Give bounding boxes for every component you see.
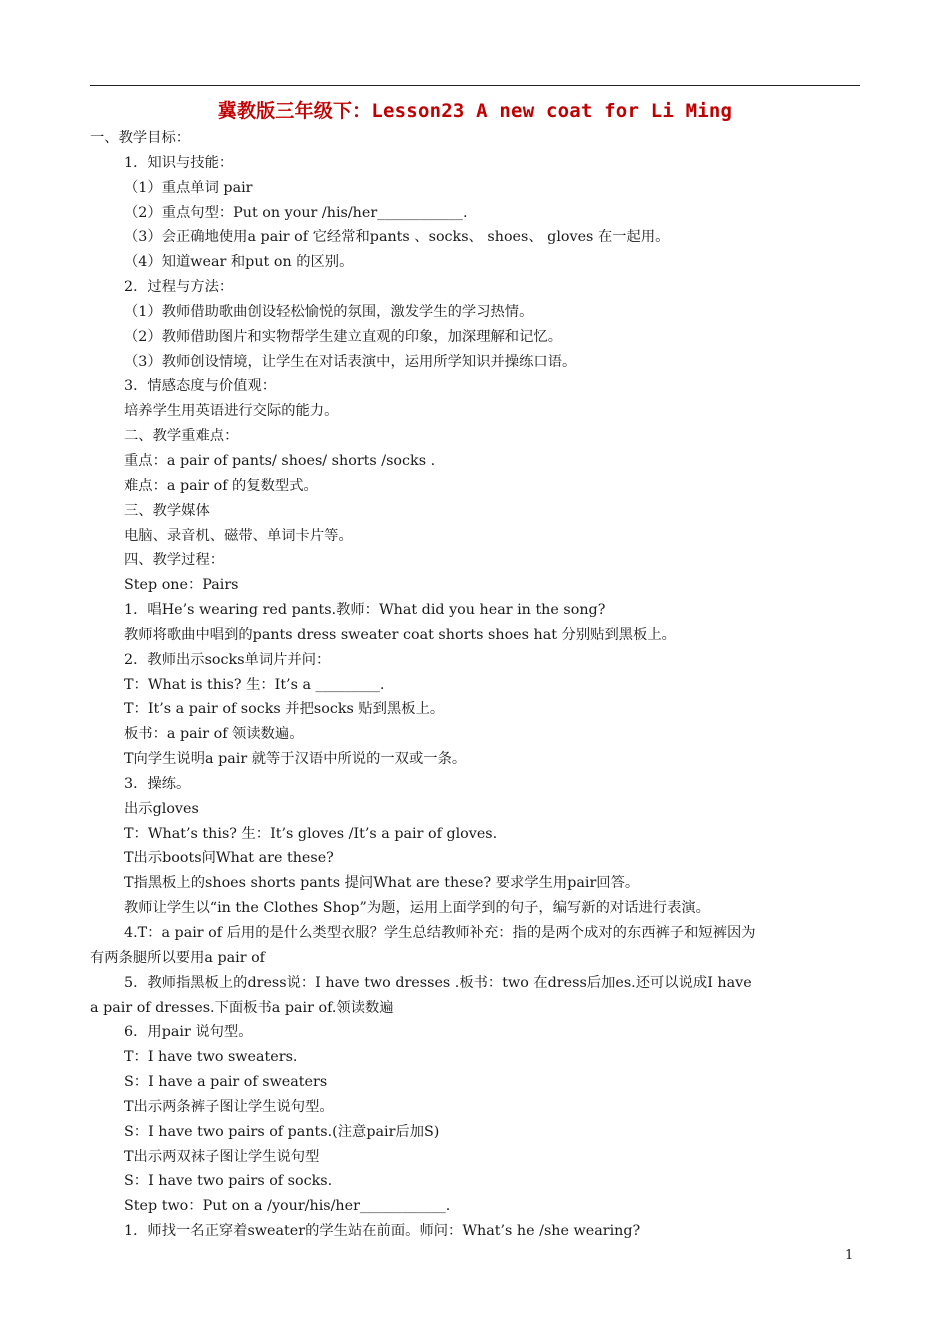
text-line: （2）重点句型：Put on your /his/her____________.	[124, 204, 468, 221]
text-line: 1．知识与技能：	[124, 154, 234, 171]
text-line: T出示两条裤子图让学生说句型。	[124, 1098, 334, 1115]
text-line: T：I have two sweaters.	[124, 1049, 298, 1066]
text-line: 4.T：a pair of 后用的是什么类型衣服？学生总结教师补充：指的是两个成对的东西裤子和短裤因为	[124, 925, 756, 941]
text-line: T向学生说明a pair 就等于汉语中所说的一双或一条。	[124, 751, 467, 768]
text-line: S：I have two pairs of pants.(注意pair后加S)	[124, 1123, 440, 1140]
text-line: 重点：a pair of pants/ shoes/ shorts /socks .	[124, 452, 436, 469]
text-line: 2．过程与方法：	[124, 279, 234, 296]
header-rule	[90, 85, 860, 86]
document-title: 冀教版三年级下：Lesson23 A new coat for Li Ming	[217, 100, 733, 122]
text-line: 一、教学目标：	[90, 130, 191, 146]
text-line: 教师让学生以“in the Clothes Shop”为题，运用上面学到的句子，编写新的对话进行表演。	[124, 900, 710, 917]
document-body	[90, 126, 862, 1244]
text-line: Step one：Pairs	[124, 577, 239, 594]
text-line: 3．操练。	[124, 775, 191, 792]
text-line: 电脑、录音机、磁带、单词卡片等。	[124, 527, 353, 544]
text-line: 教师将歌曲中唱到的pants dress sweater coat shorts shoes hat 分别贴到黑板上。	[124, 626, 676, 643]
text-line: 有两条腿所以要用a pair of	[90, 949, 265, 966]
text-line: 板书：a pair of 领读数遍。	[124, 726, 304, 743]
text-line: （4）知道wear 和put on 的区别。	[124, 254, 354, 271]
text-line: Step two：Put on a /your/his/her____________.	[124, 1198, 451, 1215]
text-line: （3）教师创设情境，让学生在对话表演中，运用所学知识并操练口语。	[124, 353, 577, 370]
text-line: （1）教师借助歌曲创设轻松愉悦的氛围，激发学生的学习热情。	[124, 303, 534, 320]
text-line: 3．情感态度与价值观：	[124, 378, 277, 395]
text-line: T：What is this? 生：It’s a _________.	[124, 676, 385, 693]
text-line: 5．教师指黑板上的dress说：I have two dresses .板书：two 在dress后加es.还可以说成I have	[124, 974, 752, 991]
text-line: 难点：a pair of 的复数型式。	[124, 477, 318, 494]
text-line: S：I have two pairs of socks.	[124, 1173, 333, 1190]
text-line: T：It’s a pair of socks 并把socks 贴到黑板上。	[124, 701, 445, 718]
text-line: a pair of dresses.下面板书a pair of.领读数遍	[90, 999, 394, 1016]
text-line: 1．唱He’s wearing red pants.教师：What did you hear in the song?	[124, 602, 606, 619]
text-line: （2）教师借助图片和实物帮学生建立直观的印象，加深理解和记忆。	[124, 328, 562, 345]
text-line: 2．教师出示socks单词片并问：	[124, 651, 331, 668]
text-line: （3）会正确地使用a pair of 它经常和pants 、socks、 shoes、 gloves 在一起用。	[124, 229, 670, 246]
text-line: 三、教学媒体	[124, 502, 210, 519]
text-line: 出示gloves	[124, 800, 199, 817]
text-line: T出示boots问What are these?	[124, 850, 334, 867]
text-line: 四、教学过程：	[124, 552, 225, 569]
text-line: 培养学生用英语进行交际的能力。	[124, 403, 339, 420]
text-line: T指黑板上的shoes shorts pants 提问What are these? 要求学生用pair回答。	[124, 875, 640, 892]
text-line: （1）重点单词 pair	[124, 179, 253, 196]
text-line: 二、教学重难点：	[124, 428, 239, 445]
text-line: 1．师找一名正穿着sweater的学生站在前面。师问：What’s he /she wearing?	[124, 1223, 641, 1240]
text-line: T：What’s this? 生：It’s gloves /It’s a pair of gloves.	[124, 825, 498, 842]
text-line: S：I have a pair of sweaters	[124, 1074, 328, 1091]
text-line: T出示两双袜子图让学生说句型	[124, 1148, 320, 1165]
page-number: 1	[845, 1248, 854, 1263]
text-line: 6．用pair 说句型。	[124, 1024, 253, 1041]
